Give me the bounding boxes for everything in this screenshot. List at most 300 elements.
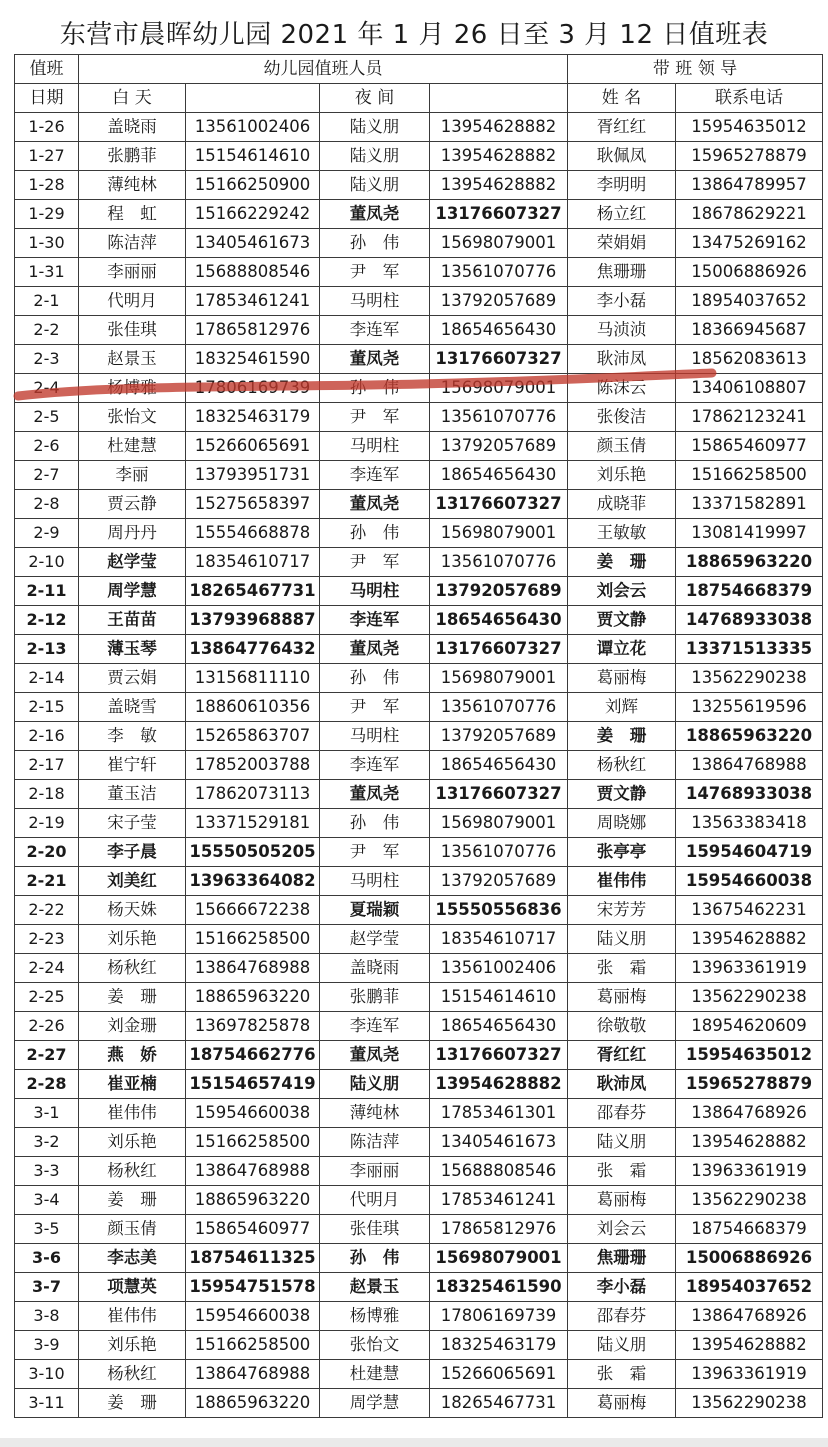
leader-phone-cell: 13954628882 bbox=[676, 1331, 823, 1360]
night-staff-phone-cell: 13561070776 bbox=[430, 838, 568, 867]
night-staff-name-cell: 陆义朋 bbox=[320, 1070, 430, 1099]
day-staff-phone-cell: 18265467731 bbox=[186, 577, 320, 606]
leader-phone-cell: 15965278879 bbox=[676, 142, 823, 171]
night-staff-phone-cell: 13792057689 bbox=[430, 867, 568, 896]
day-staff-name-cell: 盖晓雨 bbox=[79, 113, 186, 142]
leader-phone-cell: 13081419997 bbox=[676, 519, 823, 548]
night-staff-phone-cell: 18654656430 bbox=[430, 1012, 568, 1041]
document-title: 东营市晨晖幼儿园 2021 年 1 月 26 日至 3 月 12 日值班表 bbox=[59, 20, 769, 50]
night-staff-phone-cell: 13405461673 bbox=[430, 1128, 568, 1157]
leader-phone-cell: 13371582891 bbox=[676, 490, 823, 519]
night-staff-phone-cell: 17865812976 bbox=[430, 1215, 568, 1244]
night-staff-phone-cell: 13954628882 bbox=[430, 1070, 568, 1099]
duty-date-cell: 1-31 bbox=[15, 258, 79, 287]
leader-name-cell: 刘会云 bbox=[568, 1215, 676, 1244]
duty-date-cell: 3-3 bbox=[15, 1157, 79, 1186]
leader-name-cell: 张亭亭 bbox=[568, 838, 676, 867]
schedule-row bbox=[15, 1215, 823, 1244]
day-staff-phone-cell: 15266065691 bbox=[186, 432, 320, 461]
leader-name-header: 姓 名 bbox=[568, 84, 676, 113]
duty-date-cell: 3-4 bbox=[15, 1186, 79, 1215]
duty-date-cell: 2-17 bbox=[15, 751, 79, 780]
duty-date-cell: 2-21 bbox=[15, 867, 79, 896]
leader-phone-cell: 15166258500 bbox=[676, 461, 823, 490]
duty-date-cell: 3-1 bbox=[15, 1099, 79, 1128]
header-row-1 bbox=[15, 55, 823, 84]
leader-phone-cell: 13475269162 bbox=[676, 229, 823, 258]
leader-phone-cell: 18366945687 bbox=[676, 316, 823, 345]
duty-date-cell: 3-7 bbox=[15, 1273, 79, 1302]
schedule-row bbox=[15, 374, 823, 403]
schedule-row bbox=[15, 1012, 823, 1041]
schedule-row bbox=[15, 142, 823, 171]
night-staff-phone-cell: 17853461241 bbox=[430, 1186, 568, 1215]
bottom-scroll-edge bbox=[0, 1438, 828, 1447]
duty-date-cell: 2-6 bbox=[15, 432, 79, 461]
day-staff-phone-cell: 13864768988 bbox=[186, 954, 320, 983]
leader-phone-cell: 13963361919 bbox=[676, 1157, 823, 1186]
night-staff-phone-cell: 13792057689 bbox=[430, 722, 568, 751]
day-staff-phone-cell: 13697825878 bbox=[186, 1012, 320, 1041]
leader-phone-cell: 13954628882 bbox=[676, 1128, 823, 1157]
day-staff-phone-cell: 13371529181 bbox=[186, 809, 320, 838]
schedule-row bbox=[15, 258, 823, 287]
schedule-row bbox=[15, 1302, 823, 1331]
day-staff-phone-cell: 15166258500 bbox=[186, 1331, 320, 1360]
night-staff-phone-cell: 13954628882 bbox=[430, 113, 568, 142]
leader-phone-cell: 18954620609 bbox=[676, 1012, 823, 1041]
day-staff-phone-cell: 13963364082 bbox=[186, 867, 320, 896]
leader-phone-cell: 13255619596 bbox=[676, 693, 823, 722]
day-staff-phone-cell: 13864776432 bbox=[186, 635, 320, 664]
day-staff-name-cell: 项慧英 bbox=[79, 1273, 186, 1302]
schedule-row bbox=[15, 229, 823, 258]
day-staff-name-cell: 杨秋红 bbox=[79, 954, 186, 983]
leader-phone-cell: 15865460977 bbox=[676, 432, 823, 461]
day-staff-name-cell: 张鹏菲 bbox=[79, 142, 186, 171]
day-staff-name-cell: 赵景玉 bbox=[79, 345, 186, 374]
leader-phone-cell: 18678629221 bbox=[676, 200, 823, 229]
leader-name-cell: 张 霜 bbox=[568, 1360, 676, 1389]
night-staff-name-cell: 董凤尧 bbox=[320, 345, 430, 374]
day-phone-header bbox=[186, 84, 320, 113]
duty-date-cell: 1-27 bbox=[15, 142, 79, 171]
leader-name-cell: 李小磊 bbox=[568, 1273, 676, 1302]
duty-date-cell: 2-25 bbox=[15, 983, 79, 1012]
night-staff-phone-cell: 13176607327 bbox=[430, 490, 568, 519]
night-staff-name-cell: 李连军 bbox=[320, 606, 430, 635]
leader-name-cell: 李小磊 bbox=[568, 287, 676, 316]
night-staff-name-cell: 李连军 bbox=[320, 316, 430, 345]
leader-name-cell: 成晓菲 bbox=[568, 490, 676, 519]
leader-name-cell: 荣娟娟 bbox=[568, 229, 676, 258]
night-staff-phone-cell: 13792057689 bbox=[430, 287, 568, 316]
duty-date-cell: 2-11 bbox=[15, 577, 79, 606]
day-staff-name-cell: 李子晨 bbox=[79, 838, 186, 867]
duty-date-cell: 3-11 bbox=[15, 1389, 79, 1418]
leader-name-cell: 邵春芬 bbox=[568, 1099, 676, 1128]
day-staff-name-cell: 薄纯林 bbox=[79, 171, 186, 200]
leader-name-cell: 贾文静 bbox=[568, 606, 676, 635]
leader-phone-cell: 13562290238 bbox=[676, 1186, 823, 1215]
night-staff-phone-cell: 13561070776 bbox=[430, 258, 568, 287]
schedule-row bbox=[15, 316, 823, 345]
duty-date-cell: 2-4 bbox=[15, 374, 79, 403]
leader-name-cell: 杨立红 bbox=[568, 200, 676, 229]
leader-name-cell: 邵春芬 bbox=[568, 1302, 676, 1331]
schedule-row bbox=[15, 780, 823, 809]
day-staff-name-cell: 李丽 bbox=[79, 461, 186, 490]
schedule-row bbox=[15, 287, 823, 316]
night-staff-phone-cell: 13561070776 bbox=[430, 548, 568, 577]
day-staff-phone-cell: 13561002406 bbox=[186, 113, 320, 142]
day-staff-phone-cell: 15865460977 bbox=[186, 1215, 320, 1244]
night-staff-phone-cell: 18654656430 bbox=[430, 461, 568, 490]
night-staff-name-cell: 陈洁萍 bbox=[320, 1128, 430, 1157]
leader-phone-cell: 15965278879 bbox=[676, 1070, 823, 1099]
day-staff-name-cell: 颜玉倩 bbox=[79, 1215, 186, 1244]
day-staff-phone-cell: 13793951731 bbox=[186, 461, 320, 490]
day-staff-phone-cell: 15166229242 bbox=[186, 200, 320, 229]
night-staff-name-cell: 盖晓雨 bbox=[320, 954, 430, 983]
day-staff-phone-cell: 15666672238 bbox=[186, 896, 320, 925]
day-staff-phone-cell: 15550505205 bbox=[186, 838, 320, 867]
leader-group-header: 带 班 领 导 bbox=[568, 55, 823, 84]
leader-phone-cell: 15954635012 bbox=[676, 1041, 823, 1070]
leader-name-cell: 陆义朋 bbox=[568, 925, 676, 954]
night-staff-phone-cell: 13561070776 bbox=[430, 403, 568, 432]
leader-phone-cell: 18865963220 bbox=[676, 722, 823, 751]
night-staff-phone-cell: 13792057689 bbox=[430, 577, 568, 606]
day-staff-name-cell: 崔亚楠 bbox=[79, 1070, 186, 1099]
leader-name-cell: 周晓娜 bbox=[568, 809, 676, 838]
night-staff-phone-cell: 18654656430 bbox=[430, 606, 568, 635]
night-staff-name-cell: 孙 伟 bbox=[320, 1244, 430, 1273]
leader-phone-cell: 13562290238 bbox=[676, 664, 823, 693]
schedule-row bbox=[15, 635, 823, 664]
night-staff-name-cell: 孙 伟 bbox=[320, 374, 430, 403]
schedule-row bbox=[15, 113, 823, 142]
night-staff-name-cell: 周学慧 bbox=[320, 1389, 430, 1418]
day-staff-name-cell: 李丽丽 bbox=[79, 258, 186, 287]
night-staff-name-cell: 代明月 bbox=[320, 1186, 430, 1215]
day-staff-phone-cell: 13864768988 bbox=[186, 1157, 320, 1186]
day-staff-name-cell: 薄玉琴 bbox=[79, 635, 186, 664]
duty-date-cell: 3-2 bbox=[15, 1128, 79, 1157]
night-staff-name-cell: 赵学莹 bbox=[320, 925, 430, 954]
leader-name-cell: 刘乐艳 bbox=[568, 461, 676, 490]
schedule-row bbox=[15, 1273, 823, 1302]
leader-phone-cell: 13562290238 bbox=[676, 1389, 823, 1418]
duty-date-cell: 2-24 bbox=[15, 954, 79, 983]
duty-date-cell: 2-19 bbox=[15, 809, 79, 838]
leader-name-cell: 杨秋红 bbox=[568, 751, 676, 780]
night-phone-header bbox=[430, 84, 568, 113]
day-staff-name-cell: 赵学莹 bbox=[79, 548, 186, 577]
schedule-row bbox=[15, 809, 823, 838]
day-staff-phone-cell: 18865963220 bbox=[186, 1186, 320, 1215]
night-staff-phone-cell: 13792057689 bbox=[430, 432, 568, 461]
day-staff-phone-cell: 15954660038 bbox=[186, 1099, 320, 1128]
leader-name-cell: 王敏敏 bbox=[568, 519, 676, 548]
leader-name-cell: 徐敬敬 bbox=[568, 1012, 676, 1041]
night-staff-name-cell: 尹 军 bbox=[320, 258, 430, 287]
night-staff-name-cell: 孙 伟 bbox=[320, 809, 430, 838]
day-staff-phone-cell: 18325463179 bbox=[186, 403, 320, 432]
schedule-row bbox=[15, 1070, 823, 1099]
leader-name-cell: 耿佩凤 bbox=[568, 142, 676, 171]
day-staff-name-cell: 刘乐艳 bbox=[79, 1128, 186, 1157]
schedule-row bbox=[15, 664, 823, 693]
day-staff-phone-cell: 17862073113 bbox=[186, 780, 320, 809]
duty-date-cell: 3-5 bbox=[15, 1215, 79, 1244]
leader-phone-cell: 18754668379 bbox=[676, 577, 823, 606]
leader-phone-cell: 13562290238 bbox=[676, 983, 823, 1012]
schedule-row bbox=[15, 1389, 823, 1418]
schedule-row bbox=[15, 722, 823, 751]
leader-name-cell: 马浈浈 bbox=[568, 316, 676, 345]
night-staff-phone-cell: 13176607327 bbox=[430, 200, 568, 229]
schedule-row bbox=[15, 519, 823, 548]
day-staff-name-cell: 杨秋红 bbox=[79, 1157, 186, 1186]
day-staff-name-cell: 刘乐艳 bbox=[79, 925, 186, 954]
day-staff-phone-cell: 15954660038 bbox=[186, 1302, 320, 1331]
leader-name-cell: 刘会云 bbox=[568, 577, 676, 606]
schedule-row bbox=[15, 954, 823, 983]
leader-phone-header: 联系电话 bbox=[676, 84, 823, 113]
day-staff-phone-cell: 15688808546 bbox=[186, 258, 320, 287]
leader-phone-cell: 13963361919 bbox=[676, 1360, 823, 1389]
night-staff-phone-cell: 18265467731 bbox=[430, 1389, 568, 1418]
duty-date-cell: 2-13 bbox=[15, 635, 79, 664]
leader-name-cell: 张 霜 bbox=[568, 1157, 676, 1186]
day-shift-header: 白 天 bbox=[79, 84, 186, 113]
leader-phone-cell: 14768933038 bbox=[676, 606, 823, 635]
day-staff-phone-cell: 18860610356 bbox=[186, 693, 320, 722]
schedule-row bbox=[15, 867, 823, 896]
leader-name-cell: 张 霜 bbox=[568, 954, 676, 983]
night-staff-phone-cell: 15698079001 bbox=[430, 664, 568, 693]
day-staff-name-cell: 王苗苗 bbox=[79, 606, 186, 635]
duty-date-cell: 1-26 bbox=[15, 113, 79, 142]
day-staff-name-cell: 崔宁轩 bbox=[79, 751, 186, 780]
leader-phone-cell: 13371513335 bbox=[676, 635, 823, 664]
schedule-row bbox=[15, 1099, 823, 1128]
night-staff-name-cell: 马明柱 bbox=[320, 867, 430, 896]
night-staff-name-cell: 孙 伟 bbox=[320, 519, 430, 548]
night-staff-name-cell: 杨博雅 bbox=[320, 1302, 430, 1331]
day-staff-phone-cell: 17806169739 bbox=[186, 374, 320, 403]
day-staff-name-cell: 张佳琪 bbox=[79, 316, 186, 345]
day-staff-name-cell: 崔伟伟 bbox=[79, 1302, 186, 1331]
day-staff-name-cell: 宋子莹 bbox=[79, 809, 186, 838]
day-staff-phone-cell: 15554668878 bbox=[186, 519, 320, 548]
header-row-2 bbox=[15, 84, 823, 113]
day-staff-name-cell: 崔伟伟 bbox=[79, 1099, 186, 1128]
night-staff-name-cell: 尹 军 bbox=[320, 403, 430, 432]
leader-name-cell: 李明明 bbox=[568, 171, 676, 200]
duty-date-cell: 2-8 bbox=[15, 490, 79, 519]
schedule-row bbox=[15, 461, 823, 490]
day-staff-name-cell: 李 敏 bbox=[79, 722, 186, 751]
day-staff-name-cell: 张怡文 bbox=[79, 403, 186, 432]
schedule-row bbox=[15, 577, 823, 606]
schedule-row bbox=[15, 1244, 823, 1273]
night-staff-name-cell: 张佳琪 bbox=[320, 1215, 430, 1244]
night-staff-name-cell: 马明柱 bbox=[320, 432, 430, 461]
night-staff-name-cell: 薄纯林 bbox=[320, 1099, 430, 1128]
leader-name-cell: 贾文静 bbox=[568, 780, 676, 809]
schedule-row bbox=[15, 1360, 823, 1389]
leader-name-cell: 葛丽梅 bbox=[568, 664, 676, 693]
day-staff-name-cell: 刘乐艳 bbox=[79, 1331, 186, 1360]
night-staff-name-cell: 董凤尧 bbox=[320, 1041, 430, 1070]
duty-date-cell: 3-6 bbox=[15, 1244, 79, 1273]
duty-schedule-table bbox=[14, 54, 823, 1418]
day-staff-phone-cell: 17865812976 bbox=[186, 316, 320, 345]
schedule-row bbox=[15, 983, 823, 1012]
night-staff-phone-cell: 18325461590 bbox=[430, 1273, 568, 1302]
day-staff-name-cell: 程 虹 bbox=[79, 200, 186, 229]
schedule-row bbox=[15, 1331, 823, 1360]
leader-name-cell: 焦珊珊 bbox=[568, 1244, 676, 1273]
night-staff-phone-cell: 13176607327 bbox=[430, 780, 568, 809]
leader-phone-cell: 13954628882 bbox=[676, 925, 823, 954]
duty-date-cell: 2-12 bbox=[15, 606, 79, 635]
leader-phone-cell: 15954635012 bbox=[676, 113, 823, 142]
staff-group-header: 幼儿园值班人员 bbox=[79, 55, 568, 84]
day-staff-name-cell: 杨博雅 bbox=[79, 374, 186, 403]
night-staff-name-cell: 杜建慧 bbox=[320, 1360, 430, 1389]
day-staff-name-cell: 周丹丹 bbox=[79, 519, 186, 548]
night-staff-phone-cell: 13561002406 bbox=[430, 954, 568, 983]
night-staff-phone-cell: 15688808546 bbox=[430, 1157, 568, 1186]
leader-phone-cell: 13864789957 bbox=[676, 171, 823, 200]
night-staff-name-cell: 董凤尧 bbox=[320, 490, 430, 519]
night-staff-name-cell: 夏瑞颖 bbox=[320, 896, 430, 925]
day-staff-name-cell: 姜 珊 bbox=[79, 1389, 186, 1418]
day-staff-phone-cell: 15954751578 bbox=[186, 1273, 320, 1302]
duty-date-cell: 2-14 bbox=[15, 664, 79, 693]
night-staff-name-cell: 李丽丽 bbox=[320, 1157, 430, 1186]
day-staff-name-cell: 陈洁萍 bbox=[79, 229, 186, 258]
leader-phone-cell: 17862123241 bbox=[676, 403, 823, 432]
schedule-body bbox=[15, 113, 823, 1418]
day-staff-phone-cell: 18754611325 bbox=[186, 1244, 320, 1273]
night-staff-phone-cell: 17806169739 bbox=[430, 1302, 568, 1331]
night-staff-phone-cell: 13176607327 bbox=[430, 1041, 568, 1070]
leader-name-cell: 葛丽梅 bbox=[568, 1186, 676, 1215]
day-staff-phone-cell: 15154657419 bbox=[186, 1070, 320, 1099]
leader-phone-cell: 18954037652 bbox=[676, 1273, 823, 1302]
duty-date-cell: 2-2 bbox=[15, 316, 79, 345]
schedule-row bbox=[15, 1186, 823, 1215]
day-staff-phone-cell: 15154614610 bbox=[186, 142, 320, 171]
leader-name-cell: 陆义朋 bbox=[568, 1331, 676, 1360]
schedule-row bbox=[15, 751, 823, 780]
schedule-row bbox=[15, 693, 823, 722]
leader-name-cell: 张俊洁 bbox=[568, 403, 676, 432]
night-staff-name-cell: 董凤尧 bbox=[320, 780, 430, 809]
leader-phone-cell: 13963361919 bbox=[676, 954, 823, 983]
leader-name-cell: 耿沛凤 bbox=[568, 345, 676, 374]
day-staff-phone-cell: 17853461241 bbox=[186, 287, 320, 316]
day-staff-phone-cell: 18354610717 bbox=[186, 548, 320, 577]
duty-date-cell: 2-20 bbox=[15, 838, 79, 867]
night-staff-phone-cell: 15698079001 bbox=[430, 229, 568, 258]
duty-date-cell: 2-1 bbox=[15, 287, 79, 316]
night-staff-name-cell: 董凤尧 bbox=[320, 200, 430, 229]
night-staff-name-cell: 孙 伟 bbox=[320, 229, 430, 258]
duty-date-cell: 2-26 bbox=[15, 1012, 79, 1041]
day-staff-name-cell: 盖晓雪 bbox=[79, 693, 186, 722]
day-staff-name-cell: 刘美红 bbox=[79, 867, 186, 896]
day-staff-name-cell: 周学慧 bbox=[79, 577, 186, 606]
leader-name-cell: 焦珊珊 bbox=[568, 258, 676, 287]
night-staff-name-cell: 尹 军 bbox=[320, 548, 430, 577]
night-staff-phone-cell: 15550556836 bbox=[430, 896, 568, 925]
duty-date-cell: 2-28 bbox=[15, 1070, 79, 1099]
day-staff-phone-cell: 18754662776 bbox=[186, 1041, 320, 1070]
day-staff-name-cell: 杨秋红 bbox=[79, 1360, 186, 1389]
night-staff-phone-cell: 15698079001 bbox=[430, 374, 568, 403]
leader-phone-cell: 18754668379 bbox=[676, 1215, 823, 1244]
day-staff-name-cell: 姜 珊 bbox=[79, 1186, 186, 1215]
night-staff-phone-cell: 13176607327 bbox=[430, 635, 568, 664]
leader-name-cell: 刘辉 bbox=[568, 693, 676, 722]
night-staff-name-cell: 李连军 bbox=[320, 751, 430, 780]
night-staff-name-cell: 董凤尧 bbox=[320, 635, 430, 664]
schedule-row bbox=[15, 345, 823, 374]
leader-name-cell: 陆义朋 bbox=[568, 1128, 676, 1157]
night-staff-name-cell: 孙 伟 bbox=[320, 664, 430, 693]
duty-schedule-table-wrapper bbox=[14, 54, 823, 1418]
night-staff-phone-cell: 13954628882 bbox=[430, 171, 568, 200]
day-staff-phone-cell: 15275658397 bbox=[186, 490, 320, 519]
day-staff-phone-cell: 18865963220 bbox=[186, 1389, 320, 1418]
night-staff-name-cell: 陆义朋 bbox=[320, 171, 430, 200]
schedule-row bbox=[15, 925, 823, 954]
duty-date-cell: 2-7 bbox=[15, 461, 79, 490]
duty-date-cell: 1-29 bbox=[15, 200, 79, 229]
night-staff-phone-cell: 18354610717 bbox=[430, 925, 568, 954]
schedule-row bbox=[15, 896, 823, 925]
day-staff-name-cell: 贾云静 bbox=[79, 490, 186, 519]
leader-phone-cell: 13864768926 bbox=[676, 1302, 823, 1331]
leader-name-cell: 宋芳芳 bbox=[568, 896, 676, 925]
night-staff-name-cell: 陆义朋 bbox=[320, 113, 430, 142]
night-staff-name-cell: 马明柱 bbox=[320, 722, 430, 751]
leader-phone-cell: 15954604719 bbox=[676, 838, 823, 867]
leader-phone-cell: 15006886926 bbox=[676, 258, 823, 287]
schedule-row bbox=[15, 606, 823, 635]
duty-date-cell: 1-30 bbox=[15, 229, 79, 258]
duty-date-cell: 2-27 bbox=[15, 1041, 79, 1070]
leader-name-cell: 陈沫云 bbox=[568, 374, 676, 403]
duty-date-cell: 2-3 bbox=[15, 345, 79, 374]
night-staff-name-cell: 尹 军 bbox=[320, 693, 430, 722]
day-staff-phone-cell: 13156811110 bbox=[186, 664, 320, 693]
day-staff-name-cell: 杜建慧 bbox=[79, 432, 186, 461]
night-staff-name-cell: 张鹏菲 bbox=[320, 983, 430, 1012]
night-staff-phone-cell: 15698079001 bbox=[430, 519, 568, 548]
duty-date-cell: 3-9 bbox=[15, 1331, 79, 1360]
schedule-row bbox=[15, 1157, 823, 1186]
night-staff-name-cell: 尹 军 bbox=[320, 838, 430, 867]
leader-name-cell: 胥红红 bbox=[568, 113, 676, 142]
duty-date-cell: 2-5 bbox=[15, 403, 79, 432]
night-staff-name-cell: 陆义朋 bbox=[320, 142, 430, 171]
